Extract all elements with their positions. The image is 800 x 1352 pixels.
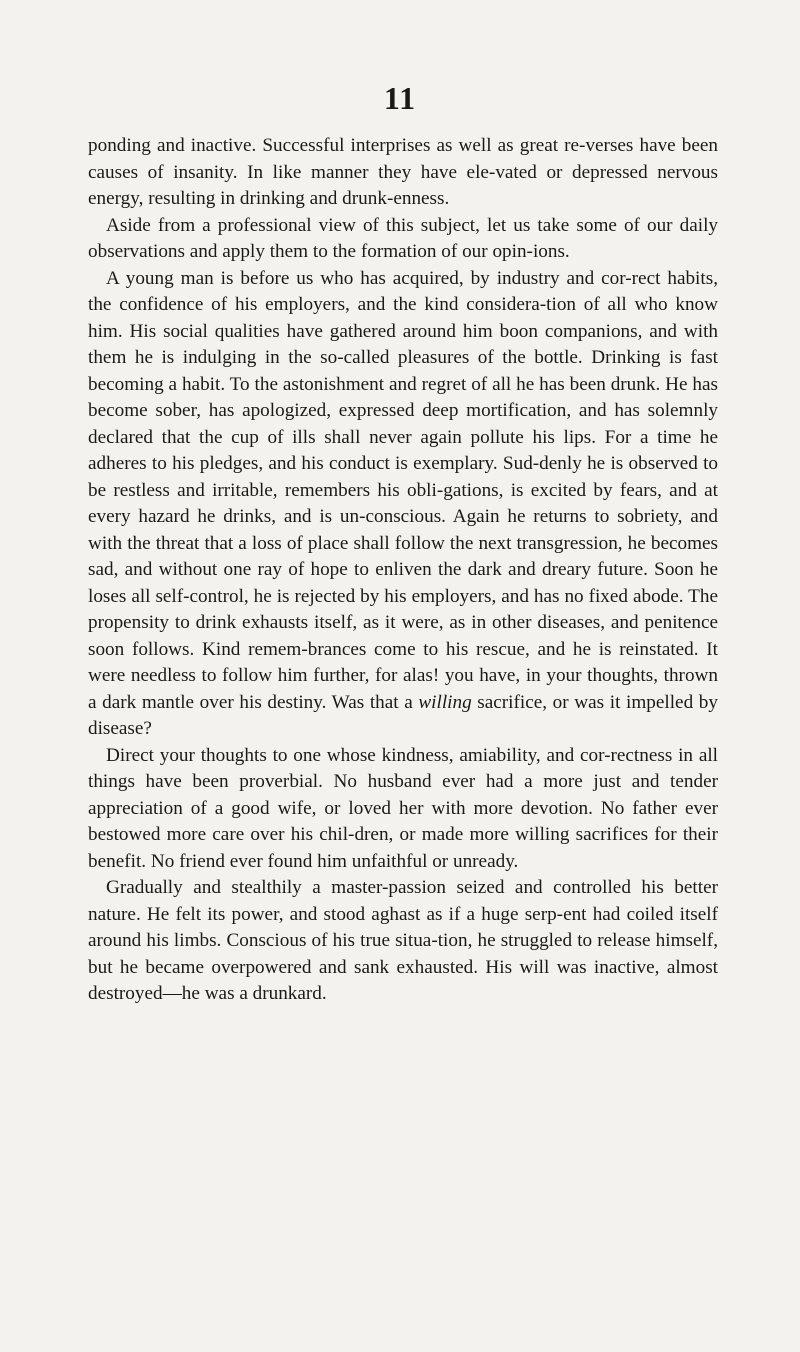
- paragraph-1-text: ponding and inactive. Successful interprises as well as great re-verses have been causes of insanity. In like manner they have ele-vated or depressed nervous energy, resulting in drinking and drunk-enness.: [88, 135, 718, 209]
- paragraph-5-text: Gradually and stealthily a master-passion seized and controlled his better nature. He felt its power, and stood aghast as if a huge serp-ent had coiled itself around his limbs. Conscious of his true situa-tion, he struggled to release himself, but he became overpowered and sank exhausted. His will was inactive, almost destroyed—he was a drunkard.: [88, 877, 718, 1004]
- paragraph-4: [88, 743, 718, 876]
- paragraph-3: [88, 266, 718, 743]
- paragraph-1: [88, 133, 718, 213]
- paragraph-5: [88, 875, 718, 1008]
- paragraph-4-text: Direct your thoughts to one whose kindness, amiability, and cor-rectness in all things have been proverbial. No husband ever had a more just and tender appreciation of a good wife, or loved her with more devotion. No father ever bestowed more care over his chil-dren, or made more willing sacrifices for their benefit. No friend ever found him unfaithful or unready.: [88, 744, 718, 872]
- paragraph-3-emphasis: willing: [418, 691, 472, 713]
- paragraph-3-text-before: A young man is before us who has acquired, by industry and cor-rect habits, the confidence of his employers, and the kind considera-tion of all who know him. His social qualities have gathered around him boon companions, and with them he is indulging in the so-called pleasures of the bottle. Drinking is fast becoming a habit. To the astonishment and regret of all he has been drunk. He has become sober, has apologized, expressed deep mortification, and has solemnly declared that the cup of ills shall never again pollute his lips. For a time he adheres to his pledges, and his conduct is exemplary. Sud-denly he is observed to be restless and irritable, remembers his obli-gations, is excited by fears, and at every hazard he drinks, and is un-conscious. Again he returns to sobriety, and with the threat that a loss of place shall follow the next transgression, he becomes sad, and without one ray of hope to enliven the dark and dreary future. Soon he loses all self-control, he is rejected by his employers, and has no fixed abode. The propensity to drink exhausts itself, as it were, as in other diseases, and penitence soon follows. Kind remem-brances come to his rescue, and he is reinstated. It were needless to follow him further, for alas! you have, in your thoughts, thrown a dark mantle over his destiny. Was that a: [88, 267, 718, 713]
- paragraph-2: [88, 213, 718, 266]
- body-text: [88, 133, 718, 1008]
- page-number: 11: [383, 80, 417, 116]
- paragraph-2-text: Aside from a professional view of this subject, let us take some of our daily observations and apply them to the formation of our opin-ions.: [88, 214, 718, 262]
- paragraph-3-text-after: sacrifice, or was it impelled by disease?: [88, 691, 718, 739]
